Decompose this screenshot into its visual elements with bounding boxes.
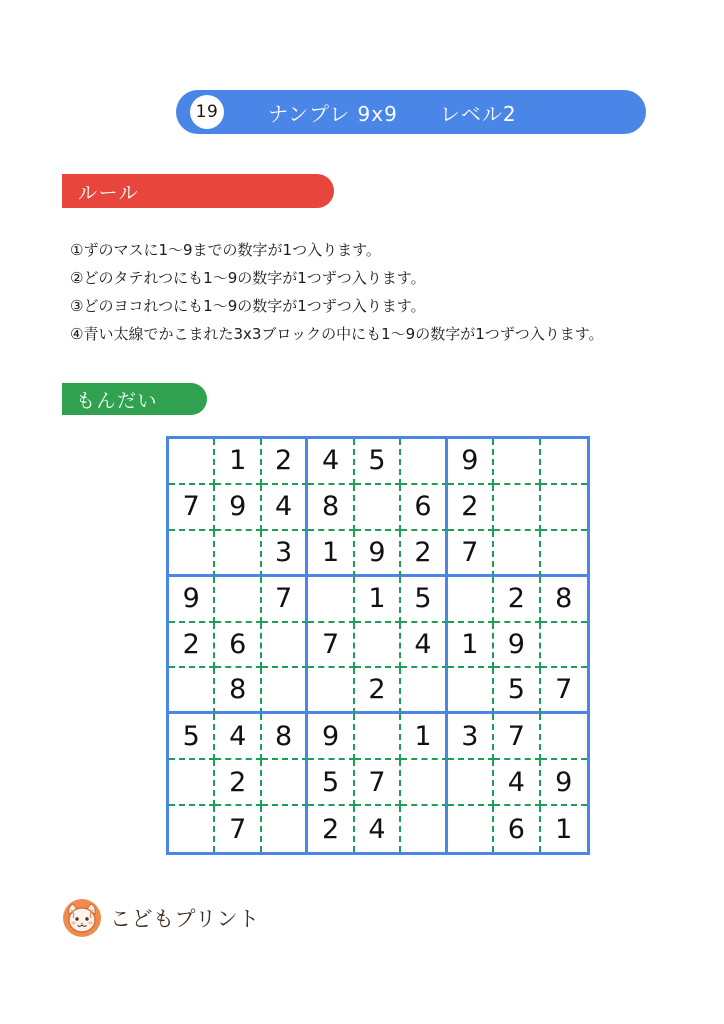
sudoku-cell-r6c8[interactable]: 5 xyxy=(494,668,540,714)
sudoku-cell-r9c5[interactable]: 4 xyxy=(355,806,401,852)
sudoku-cell-r7c5[interactable] xyxy=(355,714,401,760)
sudoku-cell-r5c6[interactable]: 4 xyxy=(401,623,447,669)
sudoku-cell-r8c6[interactable] xyxy=(401,760,447,806)
worksheet-title-bar xyxy=(176,90,646,134)
sudoku-cell-r8c1[interactable] xyxy=(169,760,215,806)
sudoku-cell-r4c3[interactable]: 7 xyxy=(262,577,308,623)
sudoku-grid[interactable] xyxy=(166,436,590,855)
worksheet-number-badge: 19 xyxy=(190,95,224,129)
sudoku-cell-r1c7[interactable]: 9 xyxy=(448,439,494,485)
sudoku-cell-r2c7[interactable]: 2 xyxy=(448,485,494,531)
sudoku-cell-r8c7[interactable] xyxy=(448,760,494,806)
sudoku-cell-r5c3[interactable] xyxy=(262,623,308,669)
sudoku-cell-r2c1[interactable]: 7 xyxy=(169,485,215,531)
cat-mascot-icon xyxy=(62,898,102,938)
sudoku-cell-r5c2[interactable]: 6 xyxy=(215,623,261,669)
sudoku-cell-r4c8[interactable]: 2 xyxy=(494,577,540,623)
sudoku-cell-r9c1[interactable] xyxy=(169,806,215,852)
sudoku-cell-r7c4[interactable]: 9 xyxy=(308,714,354,760)
sudoku-cell-r5c1[interactable]: 2 xyxy=(169,623,215,669)
sudoku-cell-r9c3[interactable] xyxy=(262,806,308,852)
sudoku-cell-r1c4[interactable]: 4 xyxy=(308,439,354,485)
sudoku-cell-r2c9[interactable] xyxy=(541,485,587,531)
sudoku-cell-r8c2[interactable]: 2 xyxy=(215,760,261,806)
sudoku-cell-r9c8[interactable]: 6 xyxy=(494,806,540,852)
sudoku-cell-r9c2[interactable]: 7 xyxy=(215,806,261,852)
sudoku-cell-r9c9[interactable]: 1 xyxy=(555,813,573,845)
problem-banner-label: もんだい xyxy=(76,389,159,412)
sudoku-cell-r4c1[interactable]: 9 xyxy=(169,577,215,623)
sudoku-cell-r7c8[interactable]: 7 xyxy=(494,714,540,760)
footer-logo xyxy=(62,898,260,938)
sudoku-cell-r3c2[interactable] xyxy=(215,531,261,577)
sudoku-cell-r6c5[interactable]: 2 xyxy=(355,668,401,714)
rule-item-2: ②どのタテれつにも1〜9の数字が1つずつ入ります。 xyxy=(70,269,426,287)
sudoku-cell-r6c7[interactable] xyxy=(448,668,494,714)
rules-banner xyxy=(62,174,334,208)
sudoku-cell-r6c1[interactable] xyxy=(169,668,215,714)
sudoku-cell-r9c6[interactable] xyxy=(401,806,447,852)
sudoku-cell-r1c6[interactable] xyxy=(401,439,447,485)
sudoku-cell-r4c2[interactable] xyxy=(215,577,261,623)
brand-name: こどもプリント xyxy=(110,907,260,931)
sudoku-cell-r3c8[interactable] xyxy=(494,531,540,577)
sudoku-cell-r6c3[interactable] xyxy=(262,668,308,714)
sudoku-cell-r6c6[interactable] xyxy=(401,668,447,714)
sudoku-cell-r3c7[interactable]: 7 xyxy=(448,531,494,577)
sudoku-cell-r1c9[interactable] xyxy=(541,439,587,485)
sudoku-cell-r7c9[interactable] xyxy=(541,714,587,760)
sudoku-cell-r4c5[interactable]: 1 xyxy=(355,577,401,623)
sudoku-cell-r2c3[interactable]: 4 xyxy=(262,485,308,531)
sudoku-cell-r2c4[interactable]: 8 xyxy=(308,485,354,531)
sudoku-cell-r1c1[interactable] xyxy=(169,439,215,485)
sudoku-cell-r8c8[interactable]: 4 xyxy=(494,760,540,806)
page-title: ナンプレ 9x9 レベル2 xyxy=(268,101,517,126)
rule-item-4: ④青い太線でかこまれた3x3ブロックの中にも1〜9の数字が1つずつ入ります。 xyxy=(70,325,604,343)
sudoku-cell-r5c8[interactable]: 9 xyxy=(494,623,540,669)
sudoku-cell-r6c2[interactable]: 8 xyxy=(215,668,261,714)
rules-banner-label: ルール xyxy=(78,181,140,204)
rules-list xyxy=(70,236,670,348)
sudoku-cell-r7c7[interactable]: 3 xyxy=(448,714,494,760)
sudoku-cell-r1c5[interactable]: 5 xyxy=(355,439,401,485)
sudoku-cell-r7c2[interactable]: 4 xyxy=(215,714,261,760)
sudoku-cell-r7c3[interactable]: 8 xyxy=(262,714,308,760)
sudoku-cell-r5c7[interactable]: 1 xyxy=(448,623,494,669)
sudoku-cell-r5c9[interactable] xyxy=(541,623,587,669)
sudoku-cell-r8c4[interactable]: 5 xyxy=(308,760,354,806)
sudoku-cell-r5c5[interactable] xyxy=(355,623,401,669)
sudoku-cell-r4c4[interactable] xyxy=(308,577,354,623)
rule-item-3: ③どのヨコれつにも1〜9の数字が1つずつ入ります。 xyxy=(70,297,426,315)
sudoku-cell-r6c4[interactable] xyxy=(308,668,354,714)
sudoku-cell-r1c2[interactable]: 1 xyxy=(215,439,261,485)
sudoku-cell-r9c7[interactable] xyxy=(448,806,494,852)
sudoku-cell-r1c3[interactable]: 2 xyxy=(262,439,308,485)
sudoku-cell-r3c9[interactable] xyxy=(541,531,587,577)
sudoku-cell-r5c4[interactable]: 7 xyxy=(308,623,354,669)
sudoku-cell-r8c5[interactable]: 7 xyxy=(355,760,401,806)
sudoku-cell-r8c9[interactable]: 9 xyxy=(541,760,587,806)
sudoku-cell-r3c1[interactable] xyxy=(169,531,215,577)
sudoku-cell-r2c8[interactable] xyxy=(494,485,540,531)
sudoku-cell-r3c5[interactable]: 9 xyxy=(355,531,401,577)
sudoku-cell-r4c9[interactable]: 8 xyxy=(541,577,587,623)
sudoku-cell-r2c2[interactable]: 9 xyxy=(215,485,261,531)
sudoku-cell-r3c6[interactable]: 2 xyxy=(401,531,447,577)
sudoku-cell-r7c6[interactable]: 1 xyxy=(401,714,447,760)
sudoku-cell-r1c8[interactable] xyxy=(494,439,540,485)
sudoku-cell-r4c6[interactable]: 5 xyxy=(401,577,447,623)
sudoku-cell-r3c3[interactable]: 3 xyxy=(262,531,308,577)
sudoku-cell-r6c9[interactable]: 7 xyxy=(541,668,587,714)
sudoku-cell-r7c1[interactable]: 5 xyxy=(169,714,215,760)
sudoku-cell-r2c6[interactable]: 6 xyxy=(401,485,447,531)
sudoku-cell-r9c4[interactable]: 2 xyxy=(308,806,354,852)
rule-item-1: ①ずのマスに1〜9までの数字が1つ入ります。 xyxy=(70,241,381,259)
sudoku-cell-r8c3[interactable] xyxy=(262,760,308,806)
sudoku-cell-r3c4[interactable]: 1 xyxy=(308,531,354,577)
problem-banner xyxy=(62,383,207,415)
sudoku-cell-r4c7[interactable] xyxy=(448,577,494,623)
sudoku-cell-r2c5[interactable] xyxy=(355,485,401,531)
